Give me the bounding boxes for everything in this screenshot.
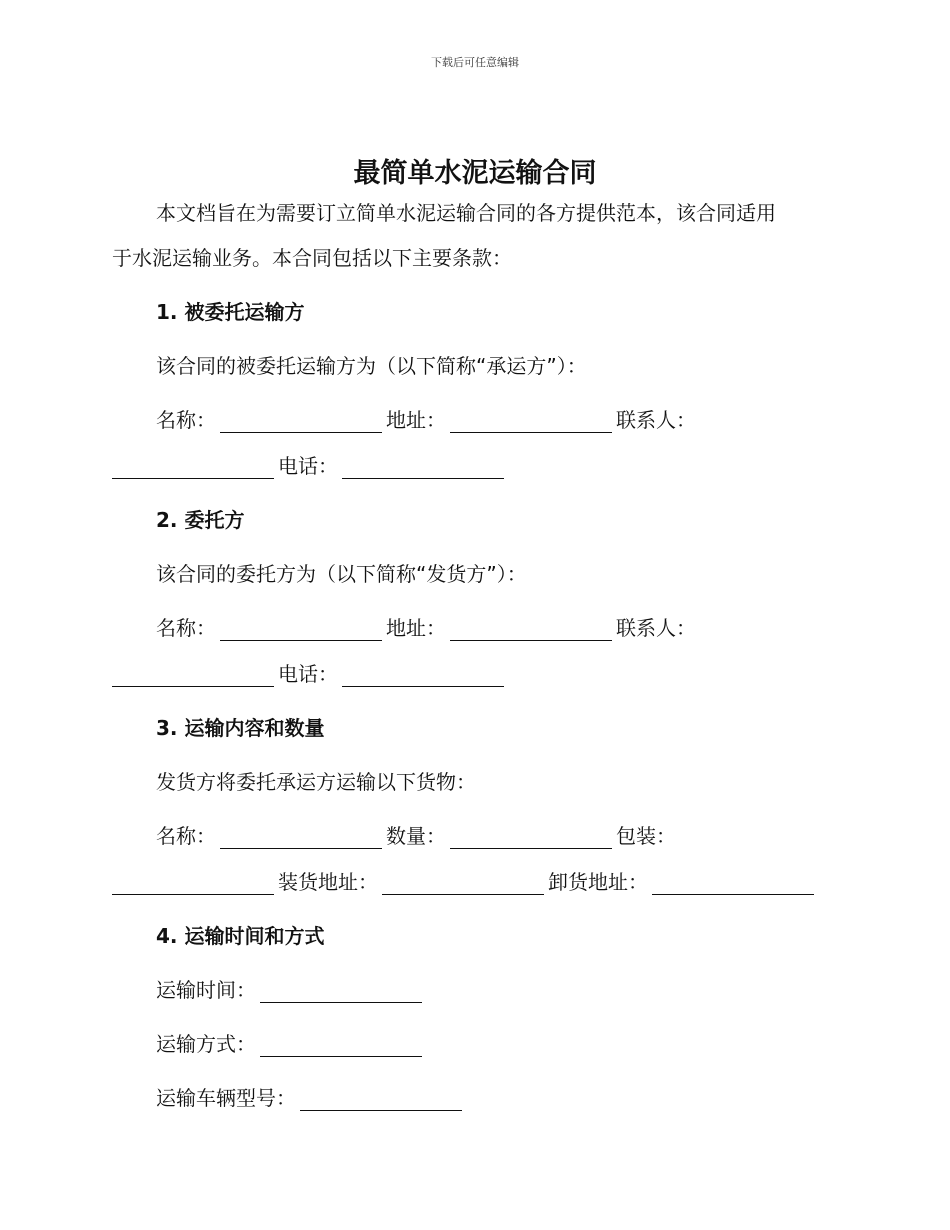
blank-line-transport-time[interactable] (260, 1001, 422, 1003)
blank-line-name[interactable] (220, 431, 382, 433)
intro-paragraph-line-2: 于水泥运输业务。本合同包括以下主要条款： (112, 246, 512, 270)
schedule-field-vehicle (156, 1084, 466, 1112)
blank-line-quantity[interactable] (450, 847, 612, 849)
field-label-name: 名称： (156, 824, 216, 848)
blank-line-vehicle-model[interactable] (300, 1109, 462, 1111)
field-label-address: 地址： (386, 616, 446, 640)
field-label-phone: 电话： (278, 662, 338, 686)
blank-line-contact[interactable] (112, 685, 274, 687)
blank-line-packaging[interactable] (112, 893, 274, 895)
page-header-note: 下载后可任意编辑 (431, 56, 519, 69)
section-text-cargo: 发货方将委托承运方运输以下货物： (156, 770, 476, 794)
blank-line-name[interactable] (220, 639, 382, 641)
field-label-phone: 电话： (278, 454, 338, 478)
blank-line-phone[interactable] (342, 477, 504, 479)
blank-line-phone[interactable] (342, 685, 504, 687)
schedule-field-time (156, 976, 426, 1004)
carrier-fields-row-2 (112, 452, 508, 480)
field-label-name: 名称： (156, 616, 216, 640)
field-label-contact: 联系人： (616, 616, 696, 640)
blank-line-unloading-address[interactable] (652, 893, 814, 895)
section-heading-carrier: 1. 被委托运输方 (156, 300, 305, 324)
carrier-fields-row-1 (156, 406, 696, 434)
blank-line-name[interactable] (220, 847, 382, 849)
field-label-loading-address: 装货地址： (278, 870, 378, 894)
section-text-shipper: 该合同的委托方为（以下简称“发货方”）： (156, 562, 527, 586)
field-label-vehicle-model: 运输车辆型号： (156, 1086, 296, 1110)
field-label-quantity: 数量： (386, 824, 446, 848)
field-label-packaging: 包装： (616, 824, 676, 848)
section-heading-shipper: 2. 委托方 (156, 508, 245, 532)
field-label-transport-time: 运输时间： (156, 978, 256, 1002)
blank-line-contact[interactable] (112, 477, 274, 479)
shipper-fields-row-1 (156, 614, 696, 642)
section-heading-cargo: 3. 运输内容和数量 (156, 716, 325, 740)
field-label-name: 名称： (156, 408, 216, 432)
intro-paragraph-line-1: 本文档旨在为需要订立简单水泥运输合同的各方提供范本，该合同适用 (156, 201, 776, 225)
field-label-contact: 联系人： (616, 408, 696, 432)
cargo-fields-row-1 (156, 822, 676, 850)
section-heading-schedule: 4. 运输时间和方式 (156, 924, 325, 948)
blank-line-address[interactable] (450, 639, 612, 641)
field-label-address: 地址： (386, 408, 446, 432)
field-label-transport-method: 运输方式： (156, 1032, 256, 1056)
blank-line-transport-method[interactable] (260, 1055, 422, 1057)
section-text-carrier: 该合同的被委托运输方为（以下简称“承运方”）： (156, 354, 587, 378)
document-title: 最简单水泥运输合同 (353, 158, 597, 189)
blank-line-address[interactable] (450, 431, 612, 433)
blank-line-loading-address[interactable] (382, 893, 544, 895)
shipper-fields-row-2 (112, 660, 508, 688)
schedule-field-method (156, 1030, 426, 1058)
field-label-unloading-address: 卸货地址： (548, 870, 648, 894)
cargo-fields-row-2 (112, 868, 818, 896)
